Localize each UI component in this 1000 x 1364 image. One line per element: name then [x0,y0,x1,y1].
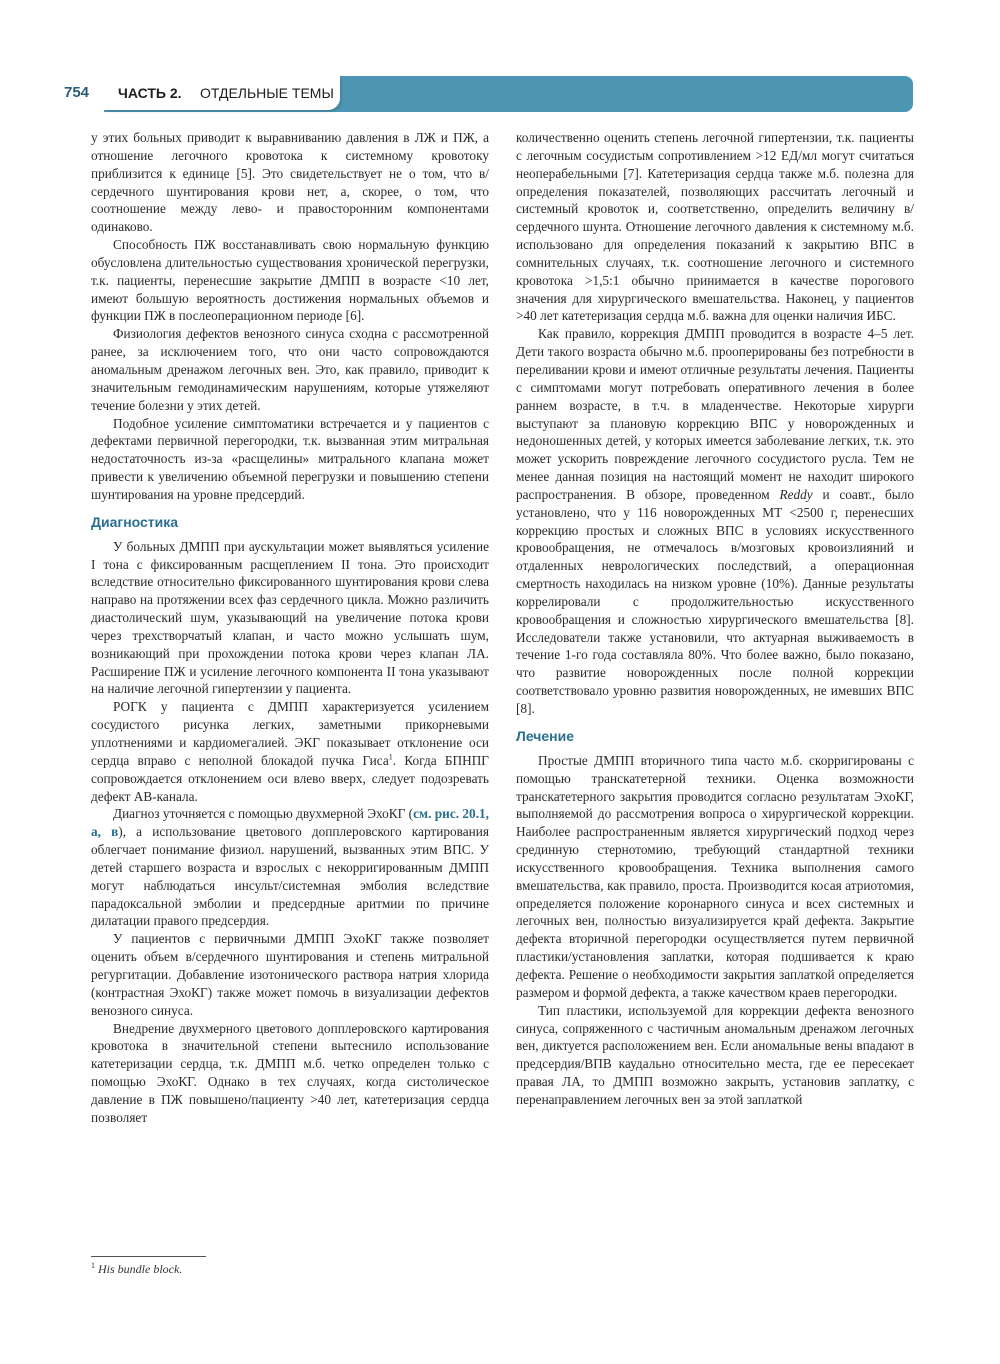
paragraph: Тип пластики, используемой для коррекции дефекта венозного синуса, сопряженного с частичным аномальным дренажом легочных вен, диктуется расположением вен. Если аномальные вены впадают в предсердия/ВПВ каудально относительно места, где ее пересекает правая ЛА, то ДМПП возможно закрыть, установив заплатку, с перенаправлением легочных вен за этой заплаткой [516,1002,914,1107]
paragraph: у этих больных приводит к выравниванию давления в ЛЖ и ПЖ, а отношение легочного кровотока к системному кровотоку приблизится к единице [5]. Это свидетельствует не о том, что в/сердечного шунтирования крови нет, а, скорее, о том, что соотношение между лево- и правосторонним компонентами одинаково. [91,130,489,235]
paragraph: Внедрение двухмерного цветового допплеровского картирования кровотока в значительной степени вытеснило использование катетеризации сердца, т.к. ДМПП м.б. четко определен только с помощью ЭхоКГ. Однако в тех случаях, когда систолическое давление в ПЖ повышено/пациенту >40 лет, катетеризация сердца позволяет [91,1020,489,1125]
paragraph: У пациентов с первичными ДМПП ЭхоКГ также позволяет оценить объем в/сердечного шунтирования и степень митральной регургитации. Добавление изотонического раствора натрия хлорида (контрастная ЭхоКГ) также может помочь в визуализации дефектов венозного синуса. [91,931,489,1018]
section-heading-diagnostics: Диагностика [91,513,179,530]
left-column [91,129,489,1127]
paragraph: Физиология дефектов венозного синуса сходна с рассмотренной ранее, за исключением того, что они часто сопровождаются аномальным дренажом легочных вен. Это, как правило, приводит к значительным гемодинамическим нарушениям, которые утяжеляют течение болезни у этих детей. [91,326,489,413]
footnote-marker: 1 [91,1261,95,1270]
topic-label: ОТДЕЛЬНЫЕ ТЕМЫ [200,85,334,101]
footnote-divider [91,1256,206,1257]
running-header [0,76,1000,112]
paragraph [91,805,489,930]
page-number: 754 [64,84,90,101]
author-name: Reddy [779,486,813,502]
paragraph [516,325,914,718]
paragraph-text: Как правило, коррекция ДМПП проводится в возрасте 4–5 лет. Дети такого возраста обычно м.б. прооперированы без потребности в переливании крови и имеют отличные результаты лечения. Пациенты с симптомами могут потребовать оперативного лечения в более раннем возрасте, в т.ч. в младенчестве. Некоторые хирурги выступают за плановую коррекцию ВПС у новорожденных и недоношенных детей, у которых имеется заболевание легких, т.к. это может ускорить повреждение легочного сосудистого русла. Тем не менее данная позиция на настоящий момент не находит широкого распространения. В обзоре, проведенном [516,326,914,502]
paragraph-text: Диагноз уточняется с помощью двухмерной ЭхоКГ ( [113,806,414,822]
paragraph: Подобное усиление симптоматики встречается и у пациентов с дефектами первичной перегородки, т.к. вызванная этим митральная недостаточность из-за «расщелины» митрального клапана может привести к увеличению объемной перегрузки и повышению степени шунтирования на уровне предсердий. [91,415,489,502]
paragraph [91,698,489,805]
footnote [91,1262,182,1277]
footnote-text: His bundle block. [98,1262,183,1276]
paragraph: Простые ДМПП вторичного типа часто м.б. скорригированы с помощью транскатетерной техники. Оценка возможности транскатетерного закрытия проводится согласно результатам ЭхоКГ, выполняемой до рассмотрения вопроса о хирургической коррекции. Наиболее распространенным является хирургический подход через срединную стернотомию, требующий стандартной техники искусственного кровообращения. Техника выполнения самого вмешательства, как правило, проста. Производится косая атриотомия, определяется положение коронарного синуса и всех системных и легочных вен, полностью визуализируется край дефекта. Закрытие дефекта вторичной перегородки осуществляется путем первичной пластики/установления заплатки, которая подшивается к краю дефекта. Решение о необходимости закрытия заплаткой определяется размером и формой дефекта, а также качеством краев перегородки. [516,752,914,1000]
footnote-reference[interactable]: 1 [388,752,393,762]
figure-reference-link[interactable]: см. рис. 20.1, а, в [91,806,490,840]
section-heading-treatment: Лечение [516,727,575,744]
paragraph: У больных ДМПП при аускультации может выявляться усиление I тона с фиксированным расщеплением II тона. Это происходит вследствие относительно фиксированного шунтирования крови слева направо на протяжении всех фаз сердечного цикла. Можно различить диастолический шум, указывающий на увеличение потока крови через трехстворчатый клапан, и часто можно услышать шум, возникающий при прохождении потока крови через клапан ЛА. Расширение ПЖ и усиление легочного компонента II тона указывают на наличие легочной гипертензии у пациента. [91,538,489,697]
part-label: ЧАСТЬ 2. [118,85,182,101]
paragraph-text: ), а использование цветового допплеровского картирования облегчает понимание физиол. нарушений, вызванных этим ВПС. У детей старшего возраста и взрослых с некорригированным ДМПП могут наблюдаться инсульт/системная эмболия вследствие парадоксальной эмболии и предсердные аритмии по причине дилатации правого предсердия. [91,824,489,929]
paragraph: Способность ПЖ восстанавливать свою нормальную функцию обусловлена длительностью существования хронической перегрузки, т.к. пациенты, перенесшие закрытие ДМПП в возрасте <10 лет, имеют большую вероятность достижения нормальных объемов и функции ПЖ в послеоперационном периоде [6]. [91,237,489,324]
paragraph: количественно оценить степень легочной гипертензии, т.к. пациенты с легочным сосудистым сопротивлением >12 ЕД/мл могут считаться неоперабельными [7]. Катетеризация сердца также м.б. полезна для определения показателей, позволяющих рассчитать легочный и системный кровоток и, соответственно, определить величину в/сердечного шунта. Отношение легочного давления к системному м.б. использовано для определения показаний к закрытию ВПС в сомнительных случаях, т.к. соотношение легочного и системного кровотока >1,5:1 обычно принимается в качестве порогового значения для хирургического вмешательства. Наконец, у пациентов >40 лет катетеризация сердца м.б. важна для оценки наличия ИБС. [516,130,914,324]
paragraph-text: РОГК у пациента с ДМПП характеризуется усилением сосудистого рисунка легких, заметными прикорневыми уплотнениями и кардиомегалией. ЭКГ показывает отклонение оси сердца вправо с неполной блокадой пучка Гиса [91,699,489,768]
right-column [516,129,914,1109]
paragraph-text: и соавт., было установлено, что у 116 новорожденных МТ <2500 г, перенесших коррекцию простых и сложных ВПС в условиях искусственного кровообращения, не отмечалось в/мозговых кровоизлияний и отдаленных неврологических последствий, а операционная смертность находилась на низком уровне (10%). Данные результаты коррелировали с продолжительностью искусственного кровообращения и сложностью хирургического вмешательства [8]. Исследователи также установили, что актуарная выживаемость в течение 1-го года составляла 80%. Что более важно, было показано, что развитие новорожденных после полной коррекции соответствовало уровню развития новорожденных, не имевших ВПС [8]. [516,486,914,716]
paragraph-text: . Когда БПНПГ сопровождается отклонением оси влево вверх, следует подозревать дефект АВ-канала. [91,752,489,804]
